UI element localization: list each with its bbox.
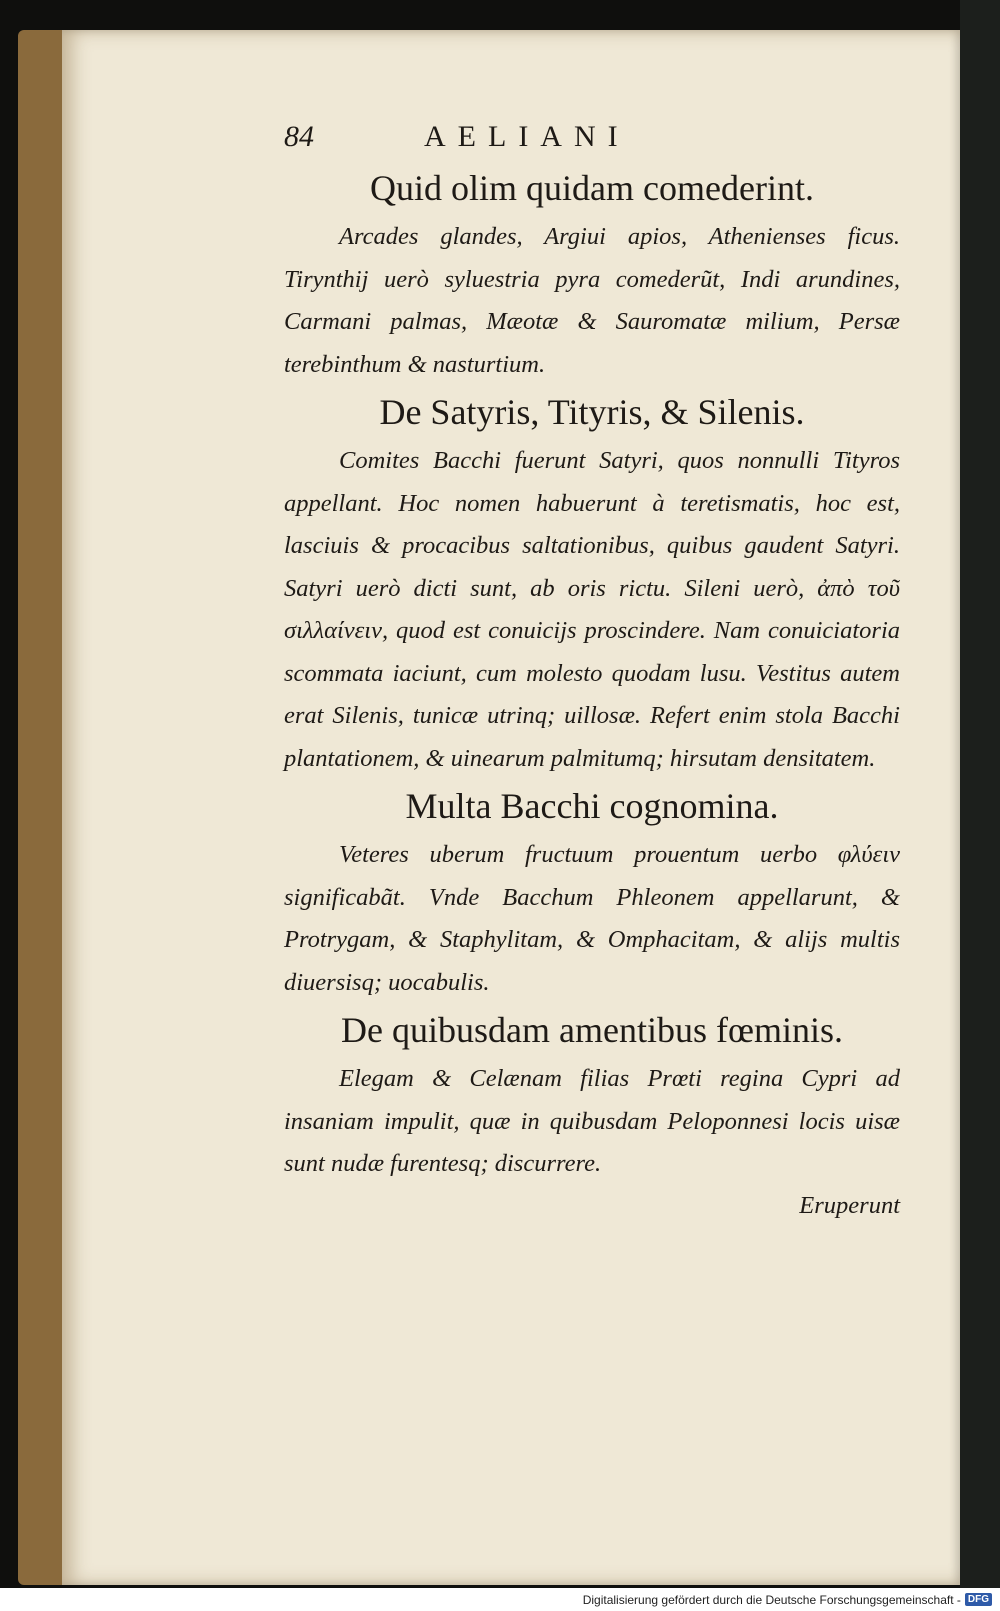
scan-background-strip [960, 0, 1000, 1600]
page-text-block [284, 120, 900, 1226]
section-title: De Satyris, Tityris, & Silenis. [379, 392, 805, 432]
digitization-footer [0, 1588, 1000, 1611]
running-head [284, 120, 900, 162]
section-body: Comites Bacchi fuerunt Satyri, quos nonnulli Tityros appellant. Hoc nomen habuerunt à teretismatis, hoc est, lasciuis & procacibus saltationibus, quibus gaudent Satyri. Satyri uerò dicti sunt, ab oris rictu. Sileni uerò, ἀπὸ τοῦ σιλλαίνειν, quod est conuicijs proscindere. Nam conuiciatoria scommata iaciunt, cum molesto quodam lusu. Vestitus autem erat Silenis, tunicæ utrinq; uillosæ. Refert enim stola Bacchi plantationem, & uinearum palmitumq; hirsutam densitatem. [284, 447, 900, 772]
section-body: Arcades glandes, Argiui apios, Athenienses ficus. Tirynthij uerò syluestria pyra comederũt, Indi arundines, Carmani palmas, Mæotæ & Sauromatæ milium, Persæ terebinthum & nasturtium. [284, 223, 900, 378]
catchword: Eruperunt [799, 1191, 900, 1219]
footer-credit: Digitalisierung gefördert durch die Deutsche Forschungsgemeinschaft - [582, 1592, 961, 1607]
section-title: Multa Bacchi cognomina. [405, 786, 779, 826]
section-body: Veteres uberum fructuum prouentum uerbo φλύειν significabãt. Vnde Bacchum Phleonem appellarunt, & Protrygam, & Staphylitam, & Omphacitam, & alijs multis diuersisq; uocabulis. [284, 841, 900, 996]
running-head-title: AELIANI [424, 120, 630, 153]
section-title: De quibusdam amentibus fœminis. [341, 1010, 843, 1050]
dfg-logo-icon: DFG [965, 1593, 992, 1606]
section-body: Elegam & Celænam filias Prœti regina Cypri ad insaniam impulit, quæ in quibusdam Peloponnesi locis uisæ sunt nudæ furentesq; discurrere. [284, 1065, 900, 1177]
section-title: Quid olim quidam comederint. [370, 168, 814, 208]
page-number: 84 [284, 120, 314, 153]
